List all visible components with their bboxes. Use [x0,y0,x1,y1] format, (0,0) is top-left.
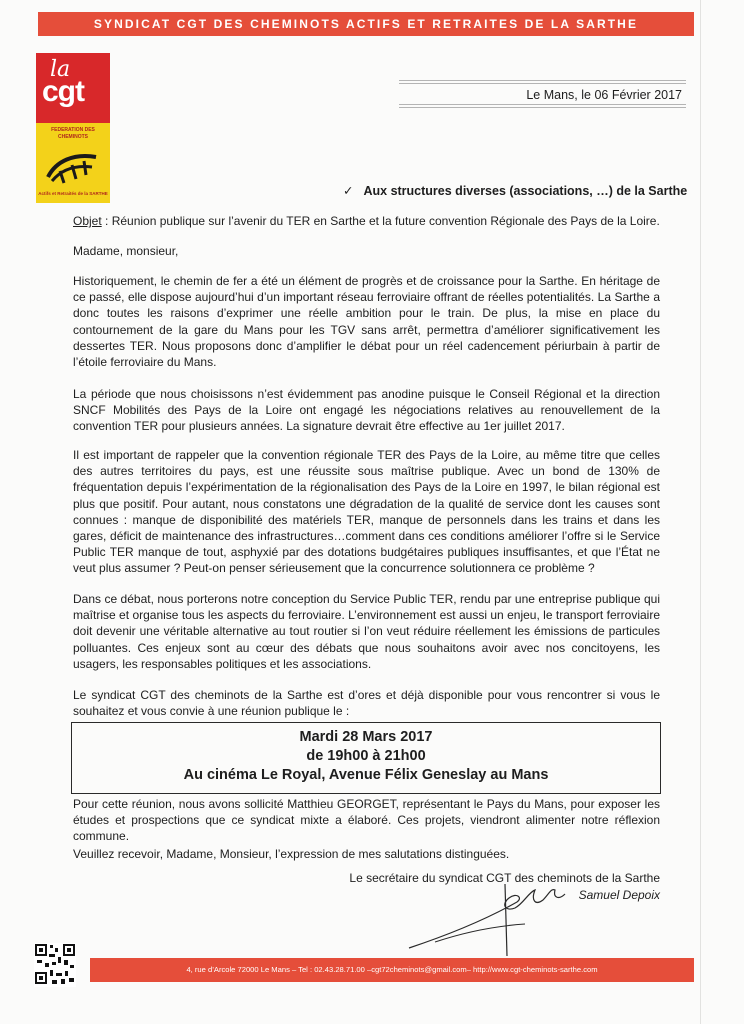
paragraph-speaker: Pour cette réunion, nous avons sollicité Matthieu GEORGET, représentant le Pays du Mans, pour exposer les études et prospections que ce syndicat mixte a élaboré. Ces projets, viendront alimenter notre réflexion commune. [73,797,660,844]
recipient-text: Aux structures diverses (associations, …) de la Sarthe [363,184,688,198]
cgt-logo [36,53,110,203]
subject-text: : Réunion publique sur l’avenir du TER en Sarthe et la future convention Régionale des Pays de la Loire. [101,214,660,228]
checkmark-icon: ✓ [343,184,354,198]
footer-contact-bar: 4, rue d’Arcole 72000 Le Mans – Tel : 02.43.28.71.00 –cgt72cheminots@gmail.com– http://www.cgt-cheminots-sarthe.com [90,958,694,982]
letter-date: Le Mans, le 06 Février 2017 [526,88,682,102]
event-date: Mardi 28 Mars 2017 [299,729,433,745]
date-box [399,80,686,108]
handwritten-signature [405,878,575,958]
closing-formula: Veuillez recevoir, Madame, Monsieur, l’expression de mes salutations distinguées. [73,847,510,861]
logo-federation-text: FEDERATION DES CHEMINOTS [51,127,95,140]
event-time: de 19h00 à 21h00 [306,748,426,764]
recipient-line [343,183,687,198]
paragraph-history: Historiquement, le chemin de fer a été un élément de progrès et de croissance pour la Sarthe. En héritage de ce passé, elle dispose aujourd’hui d’un important réseau ferroviaire offrant de réelles potentialités. La Sarthe a donc toutes les raisons d’exprimer une réelle ambition pour le train. De plus, la mise en place du contournement de la gare du Mans pour les TGV sans arrêt, permettra d’améliorer significativement les dessertes TER. Nous proposons donc d’amplifier le débat pour un réel cadencement périurbain à partir de l’étoile ferroviaire du Mans. [73,274,660,370]
salutation: Madame, monsieur, [73,244,179,258]
signatory-name: Samuel Depoix [578,888,660,902]
logo-la-text: la [50,57,71,82]
signatory-title: Le secrétaire du syndicat CGT des cheminots de la Sarthe [349,871,660,885]
qr-code-icon [34,943,76,987]
logo-subtitle: Actifs et Retraités de la SARTHE [38,191,108,196]
paper-edge [700,0,701,1024]
train-icon [46,147,100,187]
union-banner: SYNDICAT CGT DES CHEMINOTS ACTIFS ET RETRAITES DE LA SARTHE [38,12,694,36]
paragraph-convention: La période que nous choisissons n’est évidemment pas anodine puisque le Conseil Régional et la direction SNCF Mobilités des Pays de la Loire ont engagé les négociations relatives au renouvellement de la convention TER pour plusieurs années. La signature devrait être effective au 1er juillet 2017. [73,387,660,434]
subject-line [73,213,660,229]
paragraph-public-service: Il est important de rappeler que la convention régionale TER des Pays de la Loire, au même titre que celles des autres territoires du pays, est une réussite sous maîtrise publique. Avec un bond de 130% de fréquentation depuis l’expérimentation de la régionalisation des Pays de la Loire en 1997, le bilan régional est plus que positif. Pour autant, nous constatons une dégradation de la qualité de service dont les causes sont connues : manque de disponibilité des matériels TER, manque de personnels dans les trains et dans les gares, déficit de maintenance des infrastructures…comment dans ces conditions améliorer l’offre si le Service Public TER manque de tout, asphyxié par des dotations budgétaires publiques insuffisantes, et que l’État ne veut plus assumer ? Peut-on penser sérieusement que la concurrence solutionnera ce problème ? [73,448,660,576]
paragraph-debate: Dans ce débat, nous porterons notre conception du Service Public TER, rendu par une entreprise publique qui maîtrise et organise tous les aspects du ferroviaire. L’environnement est aussi un enjeu, le transport ferroviaire doit devenir une véritable alternative au tout routier si l’on veut réduire réellement les émissions de particules polluantes. Ces enjeux sont au cœur des débats que nous souhaitons avoir avec nos concitoyens, les usagers, les responsables politiques et les associations. [73,592,660,671]
event-place: Au cinéma Le Royal, Avenue Félix Geneslay au Mans [183,767,549,783]
paragraph-invitation: Le syndicat CGT des cheminots de la Sarthe est d’ores et déjà disponible pour vous rencontrer si vous le souhaitez et vous convie à une réunion publique le : [73,688,660,719]
event-box [71,722,661,794]
subject-label: Objet [73,214,102,228]
logo-cgt-text: cgt [42,75,84,108]
